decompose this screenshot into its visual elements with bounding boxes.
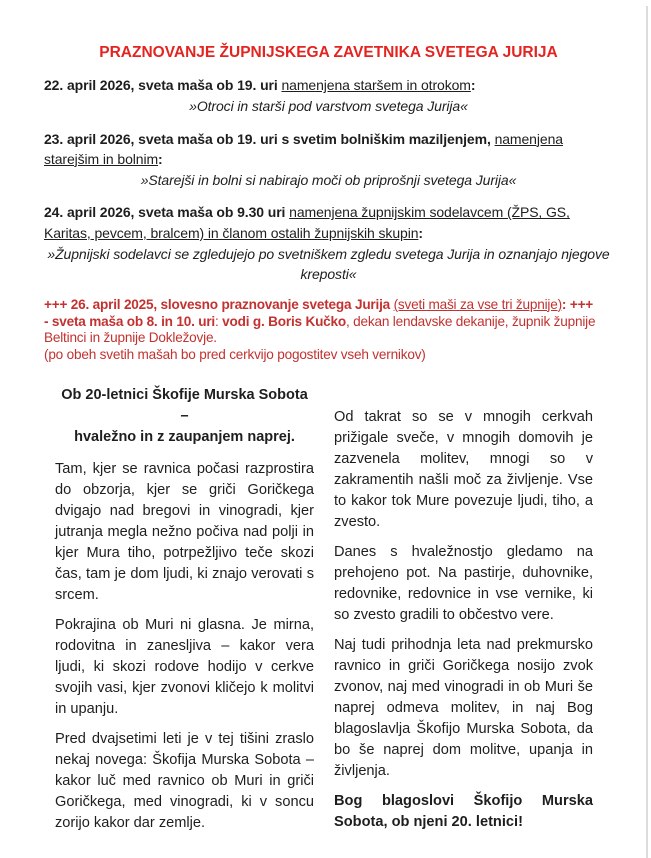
entry-3-dedication: namenjena župnijskim sodelavcem (ŽPS, GS, Karitas, pevcem, bralcem) in članom ostalih župnijskih skupin <box>44 204 570 241</box>
article-left-column <box>55 385 314 843</box>
article-paragraph: Pred dvajsetimi leti je v tej tišini zraslo nekaj novega: Škofija Murska Sobota – kakor luč med ravnico ob Muri in griči Goričkega, med vinogradi, ki v soncu zorijo kakor dar zemlje. <box>55 731 314 832</box>
notice-celebrant-titles: , dekan lendavske dekanije, župnik župnije Beltinci in župnije Dokležovje. <box>44 313 596 346</box>
entry-3-date: 24. april 2026, sveta maša ob 9.30 uri <box>44 204 290 221</box>
article-closing-blessing: Bog blagoslovi Škofijo Murska Sobota, ob njeni 20. letnici! <box>334 793 593 831</box>
entry-2-quote: »Starejši in bolni si nabirajo moči ob priprošnji svetega Jurija« <box>140 172 517 189</box>
entry-2-colon: : <box>158 150 163 167</box>
notice-parishes: (sveti maši za vse tri župnije) <box>393 296 562 312</box>
notice-line-1 <box>44 297 613 314</box>
celebration-notice <box>44 297 613 364</box>
article-right-column <box>334 385 593 842</box>
entry-1-dedication: namenjena staršem in otrokom <box>281 77 471 93</box>
entry-2-dedication: namenjena starejšim in bolnim <box>44 130 563 167</box>
schedule-entry-2 <box>44 129 613 170</box>
article-heading-dash: – <box>180 408 189 425</box>
notice-date: +++ 26. april 2025, slovesno praznovanje svetega Jurija <box>44 296 394 312</box>
article-paragraph: Tam, kjer se ravnica počasi razprostira do obzorja, kjer se griči Goričkega dvigajo nad bregovi in vinogradi, kjer jutranja megla nežno počiva nad polji in kjer Mura tiho, potrpežljivo teče skozi čas, tam je dom ljudi, ki znajo verovati s srcem. <box>55 461 314 604</box>
notice-tail: : +++ <box>561 296 594 312</box>
document-title: PRAZNOVANJE ŽUPNIJSKEGA ZAVETNIKA SVETEGA JURIJA <box>99 44 558 61</box>
article-paragraph: Od takrat so se v mnogih cerkvah prižigale sveče, v mnogih domovih je zazvenela molitev, mnogi so v zakramentih našli moč za življenje. Vse to kakor tok Mure povezuje ljudi, tiho, a zvesto. <box>334 409 593 531</box>
announcements-section <box>44 44 613 364</box>
entry-1-quote: »Otroci in starši pod varstvom svetega Jurija« <box>189 98 468 115</box>
article-paragraph: Pokrajina ob Muri ni glasna. Je mirna, rodovitna in zanesljiva – kakor vera ljudi, ki skozi rodove hodijo v cerkve svojih vasi, kjer zvonovi kličejo k molitvi in upanju. <box>55 617 314 718</box>
article-paragraph: Danes s hvaležnostjo gledamo na prehojeno pot. Na pastirje, duhovnike, redovnike, redovnice in vse vernike, ki so zvesto gradili to občestvo vere. <box>334 544 593 624</box>
entry-1-colon: : <box>470 77 476 93</box>
anniversary-article <box>55 385 593 843</box>
entry-1-date: 22. april 2026, sveta maša ob 19. uri <box>44 77 282 93</box>
entry-3-quote: »Župnijski sodelavci se zgledujejo po svetniškem zgledu svetega Jurija in oznanjajo njegove kreposti« <box>47 246 610 283</box>
article-heading <box>55 385 314 448</box>
notice-colon: : <box>215 313 223 329</box>
notice-celebrant: vodi g. Boris Kučko <box>222 313 347 329</box>
article-paragraph: Naj tudi prihodnja leta nad prekmursko ravnico in griči Goričkega nosijo zvok zvonov, naj med vinogradi in ob Muri še naprej odmeva molitev, in naj Bog blagoslavlja Škofijo Murska Sobota, da bo še naprej dom molitve, upanja in življenja. <box>334 637 593 780</box>
notice-line-2 <box>44 314 613 348</box>
schedule-entry-3 <box>44 202 613 243</box>
article-heading-line-1: Ob 20-letnici Škofije Murska Sobota <box>61 387 308 404</box>
entry-2-date: 23. april 2026, sveta maša ob 19. uri s svetim bolniškim maziljenjem, <box>44 130 495 147</box>
entry-3-colon: : <box>418 224 423 241</box>
page-edge-line <box>646 6 648 858</box>
notice-refreshments: (po obeh svetih mašah bo pred cerkvijo pogostitev vseh vernikov) <box>44 347 426 363</box>
notice-mass-times: - sveta maša ob 8. in 10. uri <box>44 313 215 329</box>
schedule-entry-1 <box>44 75 613 95</box>
article-heading-line-2: hvaležno in z zaupanjem naprej. <box>74 429 295 446</box>
